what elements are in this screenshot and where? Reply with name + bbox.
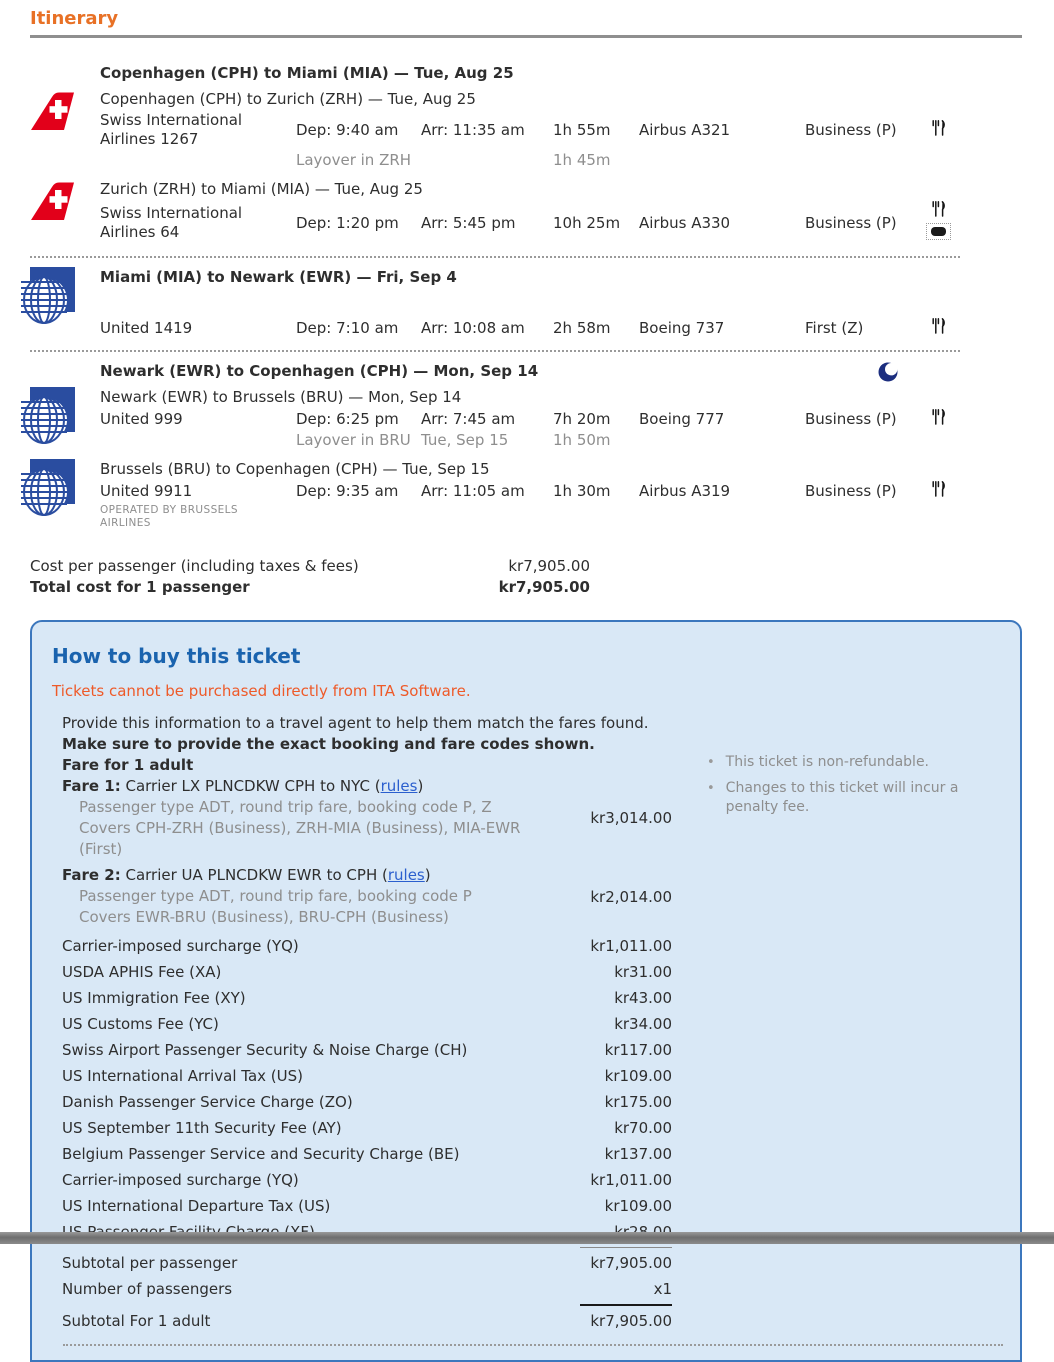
charge-row (62, 1250, 672, 1276)
layover-date: Tue, Sep 15 (421, 431, 509, 449)
meal-icon (932, 201, 945, 221)
united-airlines-logo (30, 267, 100, 312)
segment-detail-row (100, 318, 960, 338)
cabin-class: Business (P) (805, 213, 897, 232)
arrival-time: Arr: 7:45 am (421, 410, 516, 428)
group-header-row (30, 361, 960, 381)
charge-row (62, 959, 672, 985)
fare-text-after: ) (417, 777, 424, 795)
charge-amount: kr109.00 (604, 1197, 672, 1215)
ticket-note (707, 753, 965, 772)
charge-row (62, 1167, 672, 1193)
logo-spacer (30, 361, 100, 381)
fare-list (62, 776, 672, 928)
charge-amount: kr1,011.00 (590, 937, 672, 955)
fare-details (79, 886, 549, 928)
segment-detail-row (100, 409, 960, 429)
charge-label: US Immigration Fee (XY) (62, 989, 246, 1007)
flight-segment (30, 179, 960, 244)
charge-row (62, 933, 672, 959)
fare-amount: kr3,014.00 (590, 809, 672, 827)
fare-item (62, 776, 672, 860)
charge-row (62, 1037, 672, 1063)
layover-label: Layover in ZRH (296, 151, 412, 169)
flight-duration: 10h 25m (553, 213, 621, 232)
swiss-airlines-logo (30, 89, 100, 131)
charge-label: US Customs Fee (YC) (62, 1015, 219, 1033)
fare-rules-link[interactable]: rules (387, 866, 425, 884)
flight-group (30, 256, 960, 350)
fare-text: Carrier LX PLNCDKW CPH to NYC ( (120, 777, 381, 795)
group-route-header: Newark (EWR) to Copenhagen (CPH) — Mon, Sep 14 (100, 362, 539, 380)
meal-icon (932, 409, 945, 429)
fare-detail-line: Covers EWR-BRU (Business), BRU-CPH (Business) (79, 908, 449, 926)
cost-row (30, 577, 590, 598)
departure-time: Dep: 1:20 pm (296, 213, 399, 232)
amenity-icons (921, 318, 956, 338)
fare-title-line (62, 776, 672, 797)
fare-label: Fare 1: (62, 777, 121, 795)
subtotal-divider (580, 1247, 672, 1248)
fare-detail-line: Covers CPH-ZRH (Business), ZRH-MIA (Business), MIA-EWR (79, 819, 521, 837)
group-header-row (30, 63, 960, 83)
bullet-icon: • (707, 781, 715, 796)
page-title: Itinerary (30, 8, 119, 29)
cost-label: Cost per passenger (including taxes & fees) (30, 557, 359, 575)
layover-label: Layover in BRU (296, 431, 411, 449)
aircraft-type: Airbus A321 (639, 121, 731, 139)
flight-segment (30, 387, 960, 449)
flight-group (30, 350, 960, 542)
segment-route: Brussels (BRU) to Copenhagen (CPH) — Tue, Sep 15 (100, 460, 490, 478)
charge-amount: kr1,011.00 (590, 1171, 672, 1189)
charge-amount: kr70.00 (614, 1119, 672, 1137)
fare-title-line (62, 865, 672, 886)
charge-amount: kr43.00 (614, 989, 672, 1007)
charge-label: US International Arrival Tax (US) (62, 1067, 303, 1085)
layover-duration: 1h 45m (553, 151, 611, 169)
meal-icon (932, 318, 945, 338)
airline-logo-cell (30, 459, 100, 530)
segment-body (100, 387, 960, 449)
charge-label: USDA APHIS Fee (XA) (62, 963, 222, 981)
cabin-class: Business (P) (805, 410, 897, 428)
fare-item (62, 865, 672, 928)
charge-amount: kr34.00 (614, 1015, 672, 1033)
fare-header: Fare for 1 adult (62, 756, 194, 774)
arrival-time: Arr: 11:35 am (421, 121, 525, 139)
charge-label: Carrier-imposed surcharge (YQ) (62, 1171, 299, 1189)
purchase-warning: Tickets cannot be purchased directly from ITA Software. (52, 682, 471, 700)
fare-amount: kr2,014.00 (590, 888, 672, 906)
cost-row (30, 556, 590, 577)
fare-rules-link[interactable]: rules (380, 777, 418, 795)
cabin-class: First (Z) (805, 319, 864, 337)
segment-detail-row (100, 111, 960, 149)
charge-amount: kr31.00 (614, 963, 672, 981)
charge-amount: kr175.00 (604, 1093, 672, 1111)
instructions-line-bold: Make sure to provide the exact booking and fare codes shown. (62, 735, 595, 753)
airline-flight-number: United 9911 (100, 481, 193, 500)
charge-row (62, 1276, 672, 1302)
aircraft-type: Boeing 737 (639, 319, 725, 337)
charge-amount: kr109.00 (604, 1067, 672, 1085)
flight-segment (30, 459, 960, 530)
aircraft-type: Boeing 777 (639, 410, 725, 428)
arrival-time: Arr: 10:08 am (421, 319, 525, 337)
fare-text-after: ) (424, 866, 431, 884)
flight-duration: 1h 30m (553, 482, 611, 500)
meal-icon (932, 120, 945, 140)
charge-label: Subtotal For 1 adult (62, 1312, 211, 1330)
cabin-class: Business (P) (805, 482, 897, 500)
charge-row (62, 1193, 672, 1219)
charge-amount: x1 (653, 1280, 672, 1298)
instructions-line: Provide this information to a travel agent to help them match the fares found. (62, 714, 649, 732)
group-route-header: Miami (MIA) to Newark (EWR) — Fri, Sep 4 (100, 268, 457, 286)
logo-spacer (30, 63, 100, 83)
segment-route: Zurich (ZRH) to Miami (MIA) — Tue, Aug 25 (100, 180, 423, 198)
flight-segment (30, 89, 960, 169)
amenity-icons (921, 409, 956, 429)
how-to-buy-box (30, 620, 1022, 1362)
layover-duration: 1h 50m (553, 431, 611, 449)
amenity-icons (921, 481, 956, 501)
how-to-buy-title: How to buy this ticket (52, 644, 301, 668)
charge-label: Number of passengers (62, 1280, 233, 1298)
charge-row (62, 1308, 672, 1334)
fare-text: Carrier UA PLNCDKW EWR to CPH ( (120, 866, 388, 884)
airline-flight-number: Swiss International Airlines 64 (100, 203, 243, 241)
title-divider (30, 35, 1022, 38)
united-airlines-logo (30, 387, 100, 432)
departure-time: Dep: 6:25 pm (296, 410, 399, 428)
charge-label: Belgium Passenger Service and Security Charge (BE) (62, 1145, 460, 1163)
charge-row (62, 1063, 672, 1089)
charge-row (62, 1089, 672, 1115)
operated-by-note: OPERATED BY BRUSSELS AIRLINES (100, 504, 238, 529)
charge-amount: kr137.00 (604, 1145, 672, 1163)
cost-label: Total cost for 1 passenger (30, 578, 250, 596)
segment-route: Newark (EWR) to Brussels (BRU) — Mon, Sep 14 (100, 388, 462, 406)
segment-detail-row (100, 481, 960, 501)
subtotal-divider (580, 1304, 672, 1306)
charge-amount: kr7,905.00 (590, 1254, 672, 1272)
airline-logo-cell (30, 89, 100, 169)
charge-amount: kr117.00 (604, 1041, 672, 1059)
segment-body (100, 89, 960, 169)
departure-time: Dep: 9:40 am (296, 121, 399, 139)
charge-row (62, 985, 672, 1011)
meal-icon (932, 481, 945, 501)
cabin-class: Business (P) (805, 121, 897, 139)
itinerary-table (30, 54, 960, 542)
fare-detail-line: (First) (79, 840, 123, 858)
swiss-airlines-logo (30, 179, 100, 221)
fare-details (79, 797, 549, 860)
overnight-moon-icon (878, 362, 898, 386)
airline-logo-cell (30, 387, 100, 449)
segment-body (100, 179, 960, 244)
group-header-row (30, 267, 960, 312)
airline-flight-number: Swiss International Airlines 1267 (100, 111, 243, 148)
segment-body (100, 318, 960, 338)
segment-detail-row (100, 201, 960, 244)
charge-label: Swiss Airport Passenger Security & Noise Charge (CH) (62, 1041, 468, 1059)
united-airlines-logo (30, 459, 100, 504)
charges-list (62, 933, 672, 1334)
charge-label: Subtotal per passenger (62, 1254, 238, 1272)
charge-amount: kr7,905.00 (590, 1312, 672, 1330)
cost-amount: kr7,905.00 (498, 578, 590, 596)
group-route-header: Copenhagen (CPH) to Miami (MIA) — Tue, Aug 25 (100, 64, 514, 82)
box-bottom-divider (63, 1344, 1003, 1346)
segment-route: Copenhagen (CPH) to Zurich (ZRH) — Tue, Aug 25 (100, 90, 476, 108)
fare-detail-line: Passenger type ADT, round trip fare, booking code P, Z (79, 798, 492, 816)
flight-duration: 1h 55m (553, 121, 611, 139)
amenity-icons (921, 201, 956, 244)
charge-label: US September 11th Security Fee (AY) (62, 1119, 342, 1137)
charge-label: US International Departure Tax (US) (62, 1197, 331, 1215)
amenity-icons (921, 120, 956, 140)
charge-label: Danish Passenger Service Charge (ZO) (62, 1093, 353, 1111)
arrival-time: Arr: 5:45 pm (421, 213, 516, 232)
aircraft-type: Airbus A330 (639, 213, 731, 232)
segment-body (100, 459, 960, 530)
ticket-note (707, 779, 965, 817)
cost-amount: kr7,905.00 (508, 557, 590, 575)
charge-row (62, 1115, 672, 1141)
charge-label: Carrier-imposed surcharge (YQ) (62, 937, 299, 955)
cost-summary (30, 556, 590, 598)
flight-duration: 2h 58m (553, 319, 611, 337)
bullet-icon: • (707, 755, 715, 770)
charge-row (62, 1141, 672, 1167)
flight-segment (30, 318, 960, 338)
departure-time: Dep: 7:10 am (296, 319, 399, 337)
note-text: Changes to this ticket will incur a penalty fee. (725, 780, 959, 815)
airline-flight-number: United 999 (100, 409, 183, 428)
arrival-time: Arr: 11:05 am (421, 482, 525, 500)
layover-row (100, 431, 960, 449)
charge-row (62, 1011, 672, 1037)
horizontal-scrollbar[interactable] (0, 1232, 1054, 1244)
airline-logo-cell (30, 179, 100, 244)
note-text: This ticket is non-refundable. (725, 754, 930, 770)
fare-label: Fare 2: (62, 866, 121, 884)
departure-time: Dep: 9:35 am (296, 482, 399, 500)
flat-bed-icon (926, 223, 951, 244)
flight-duration: 7h 20m (553, 410, 611, 428)
airline-logo-cell (30, 267, 100, 312)
aircraft-type: Airbus A319 (639, 482, 731, 500)
airline-flight-number: United 1419 (100, 318, 193, 337)
flight-group (30, 54, 960, 256)
layover-row (100, 151, 960, 169)
ticket-notes (707, 753, 965, 824)
fare-detail-line: Passenger type ADT, round trip fare, booking code P (79, 887, 472, 905)
